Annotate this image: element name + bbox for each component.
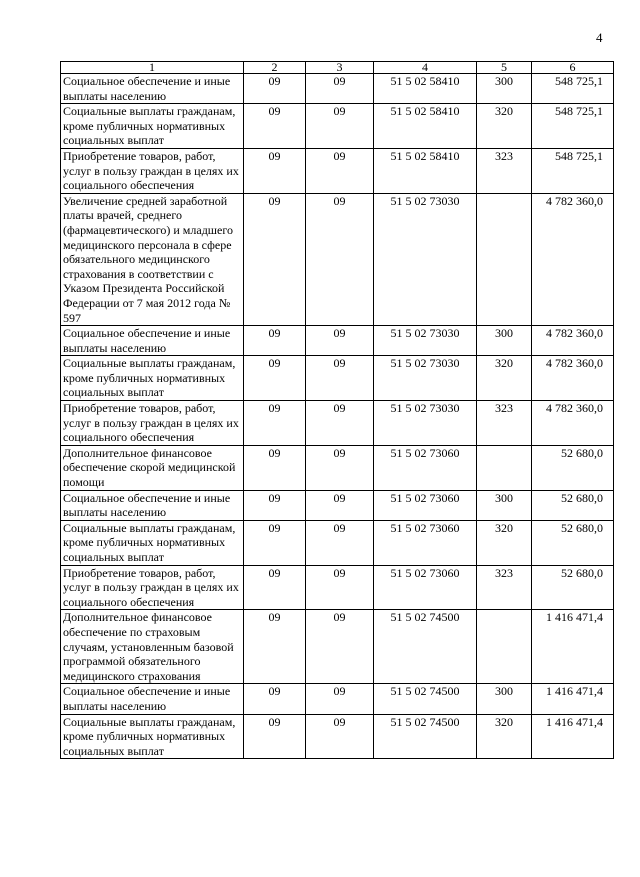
target-article-cell: 51 5 02 73030 [374, 401, 477, 446]
section-code-cell: 09 [244, 714, 306, 759]
subsection-code-cell: 09 [306, 356, 374, 401]
amount-cell: 1 416 471,4 [532, 714, 614, 759]
subsection-code-cell: 09 [306, 104, 374, 149]
amount-cell: 548 725,1 [532, 148, 614, 193]
target-article-cell: 51 5 02 73060 [374, 445, 477, 490]
table-row [61, 490, 614, 520]
header-cell: 6 [532, 62, 614, 74]
table-row [61, 520, 614, 565]
amount-cell: 1 416 471,4 [532, 684, 614, 714]
expense-type-cell: 320 [477, 356, 532, 401]
subsection-code-cell: 09 [306, 445, 374, 490]
amount-cell: 4 782 360,0 [532, 401, 614, 446]
expense-name-cell: Социальные выплаты гражданам, кроме публичных нормативных социальных выплат [61, 104, 244, 149]
section-code-cell: 09 [244, 193, 306, 325]
section-code-cell: 09 [244, 684, 306, 714]
expense-name-cell: Увеличение средней заработной платы врачей, среднего (фармацевтического) и младшего медицинского персонала в сфере обязательного медицинского страхования в соответствии с Указом Президента Российской Федерации от 7 мая 2012 года № 597 [61, 193, 244, 325]
expense-type-cell: 300 [477, 326, 532, 356]
table-row [61, 684, 614, 714]
table-row [61, 74, 614, 104]
expense-type-cell: 320 [477, 520, 532, 565]
subsection-code-cell: 09 [306, 610, 374, 684]
section-code-cell: 09 [244, 401, 306, 446]
expense-name-cell: Приобретение товаров, работ, услуг в пользу граждан в целях их социального обеспечения [61, 148, 244, 193]
amount-cell: 52 680,0 [532, 520, 614, 565]
expense-name-cell: Социальные выплаты гражданам, кроме публичных нормативных социальных выплат [61, 356, 244, 401]
expense-type-cell: 300 [477, 490, 532, 520]
expense-type-cell: 300 [477, 74, 532, 104]
expense-type-cell: 323 [477, 565, 532, 610]
amount-cell: 4 782 360,0 [532, 193, 614, 325]
page-number: 4 [596, 30, 603, 45]
expense-type-cell [477, 610, 532, 684]
expense-name-cell: Приобретение товаров, работ, услуг в пользу граждан в целях их социального обеспечения [61, 565, 244, 610]
expense-name-cell: Социальное обеспечение и иные выплаты населению [61, 74, 244, 104]
header-cell: 4 [374, 62, 477, 74]
target-article-cell: 51 5 02 73030 [374, 356, 477, 401]
subsection-code-cell: 09 [306, 148, 374, 193]
target-article-cell: 51 5 02 73030 [374, 193, 477, 325]
subsection-code-cell: 09 [306, 326, 374, 356]
target-article-cell: 51 5 02 58410 [374, 74, 477, 104]
subsection-code-cell: 09 [306, 401, 374, 446]
subsection-code-cell: 09 [306, 565, 374, 610]
expense-name-cell: Социальное обеспечение и иные выплаты населению [61, 490, 244, 520]
table-row [61, 445, 614, 490]
target-article-cell: 51 5 02 73060 [374, 565, 477, 610]
section-code-cell: 09 [244, 104, 306, 149]
expense-name-cell: Социальные выплаты гражданам, кроме публичных нормативных социальных выплат [61, 714, 244, 759]
expense-type-cell: 320 [477, 104, 532, 149]
amount-cell: 52 680,0 [532, 490, 614, 520]
section-code-cell: 09 [244, 148, 306, 193]
section-code-cell: 09 [244, 520, 306, 565]
table-row [61, 401, 614, 446]
expense-type-cell: 323 [477, 148, 532, 193]
header-cell: 1 [61, 62, 244, 74]
subsection-code-cell: 09 [306, 490, 374, 520]
amount-cell: 4 782 360,0 [532, 326, 614, 356]
expense-type-cell [477, 193, 532, 325]
expense-name-cell: Приобретение товаров, работ, услуг в пользу граждан в целях их социального обеспечения [61, 401, 244, 446]
table-row [61, 148, 614, 193]
target-article-cell: 51 5 02 58410 [374, 104, 477, 149]
section-code-cell: 09 [244, 74, 306, 104]
amount-cell: 52 680,0 [532, 445, 614, 490]
target-article-cell: 51 5 02 73030 [374, 326, 477, 356]
amount-cell: 548 725,1 [532, 104, 614, 149]
expense-type-cell: 300 [477, 684, 532, 714]
expense-type-cell: 323 [477, 401, 532, 446]
section-code-cell: 09 [244, 445, 306, 490]
target-article-cell: 51 5 02 73060 [374, 520, 477, 565]
expense-type-cell [477, 445, 532, 490]
expense-name-cell: Социальные выплаты гражданам, кроме публичных нормативных социальных выплат [61, 520, 244, 565]
target-article-cell: 51 5 02 73060 [374, 490, 477, 520]
amount-cell: 548 725,1 [532, 74, 614, 104]
expense-name-cell: Социальное обеспечение и иные выплаты населению [61, 684, 244, 714]
expense-type-cell: 320 [477, 714, 532, 759]
section-code-cell: 09 [244, 490, 306, 520]
subsection-code-cell: 09 [306, 520, 374, 565]
header-cell: 3 [306, 62, 374, 74]
amount-cell: 1 416 471,4 [532, 610, 614, 684]
section-code-cell: 09 [244, 565, 306, 610]
table-row [61, 193, 614, 325]
target-article-cell: 51 5 02 74500 [374, 684, 477, 714]
header-cell: 5 [477, 62, 532, 74]
target-article-cell: 51 5 02 74500 [374, 714, 477, 759]
expense-name-cell: Социальное обеспечение и иные выплаты населению [61, 326, 244, 356]
subsection-code-cell: 09 [306, 684, 374, 714]
table-row [61, 326, 614, 356]
target-article-cell: 51 5 02 58410 [374, 148, 477, 193]
section-code-cell: 09 [244, 610, 306, 684]
table-row [61, 565, 614, 610]
table-row [61, 714, 614, 759]
section-code-cell: 09 [244, 356, 306, 401]
table-row [61, 104, 614, 149]
header-row [61, 62, 614, 74]
expense-name-cell: Дополнительное финансовое обеспечение скорой медицинской помощи [61, 445, 244, 490]
budget-table [60, 61, 614, 759]
table-row [61, 356, 614, 401]
subsection-code-cell: 09 [306, 74, 374, 104]
header-cell: 2 [244, 62, 306, 74]
amount-cell: 52 680,0 [532, 565, 614, 610]
target-article-cell: 51 5 02 74500 [374, 610, 477, 684]
amount-cell: 4 782 360,0 [532, 356, 614, 401]
section-code-cell: 09 [244, 326, 306, 356]
expense-name-cell: Дополнительное финансовое обеспечение по страховым случаям, установленным базовой программой обязательного медицинского страхования [61, 610, 244, 684]
subsection-code-cell: 09 [306, 193, 374, 325]
subsection-code-cell: 09 [306, 714, 374, 759]
table-row [61, 610, 614, 684]
